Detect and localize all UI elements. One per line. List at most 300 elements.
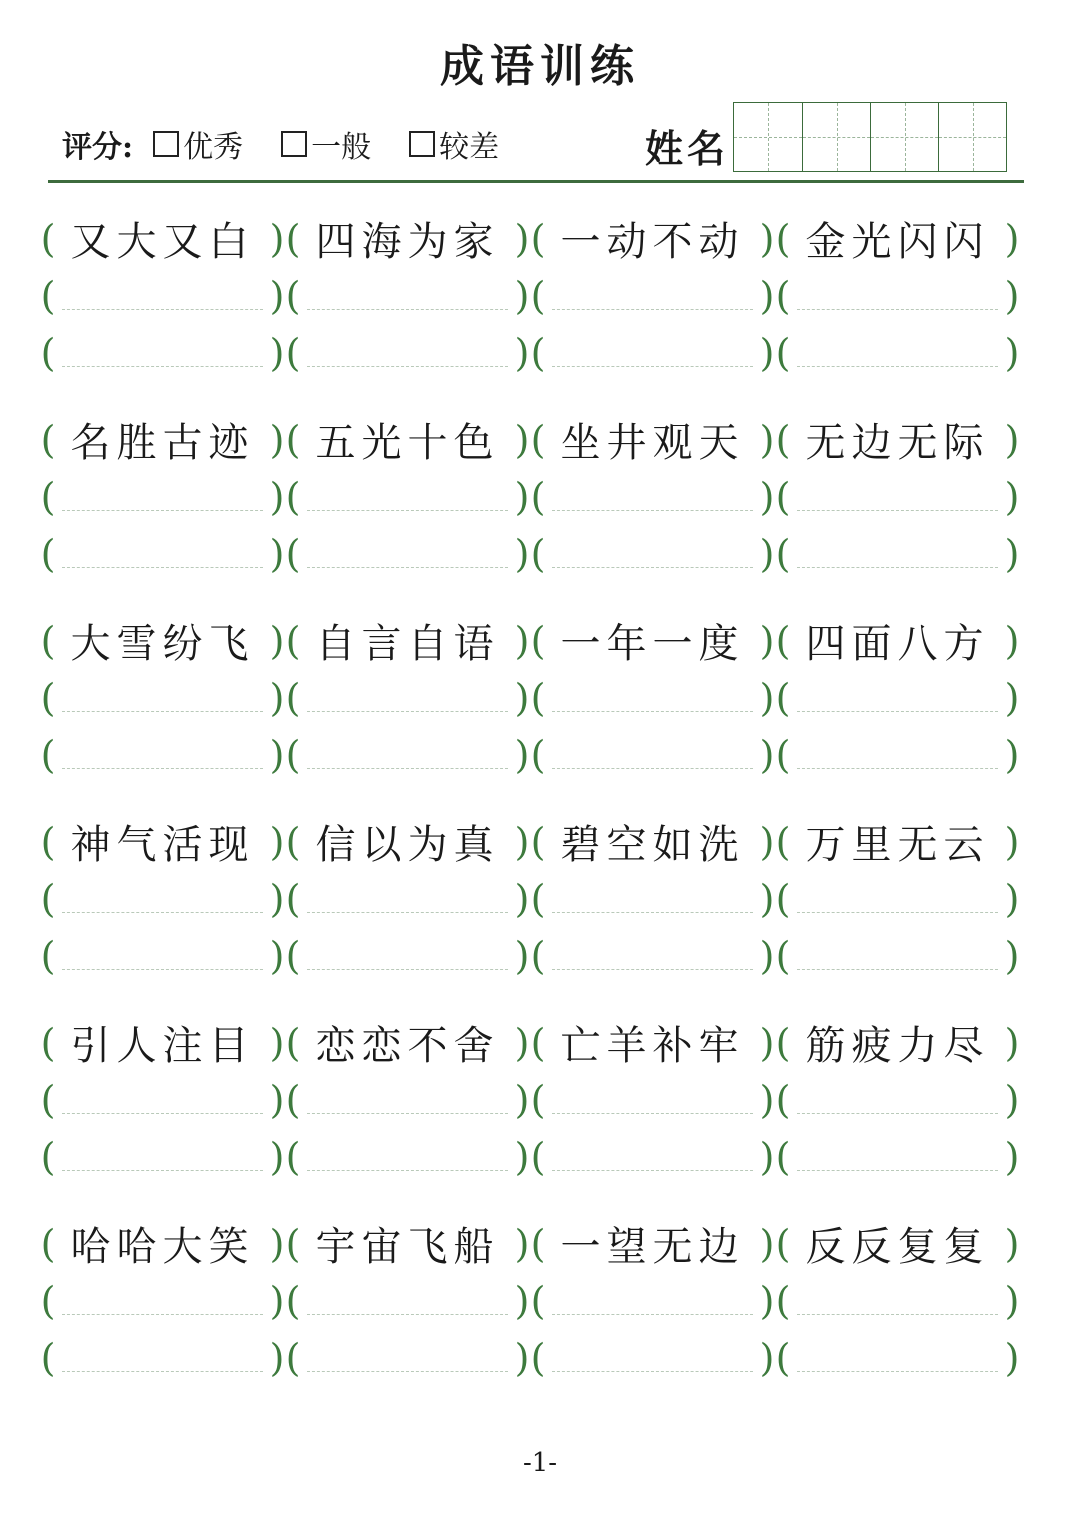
- idiom-group: [40, 210, 1020, 411]
- open-paren: (: [775, 1221, 791, 1266]
- practice-cell[interactable]: [775, 870, 1020, 927]
- idiom-group: [40, 1215, 1020, 1416]
- practice-cell[interactable]: [285, 1272, 530, 1329]
- name-cell[interactable]: [870, 103, 938, 171]
- close-paren: ): [514, 618, 530, 663]
- idiom-group: [40, 1014, 1020, 1215]
- idiom-group: [40, 411, 1020, 612]
- practice-line: [40, 927, 1020, 984]
- writing-blank[interactable]: [307, 884, 508, 913]
- idiom-cell: [40, 1014, 285, 1071]
- idiom-cell: [40, 210, 285, 267]
- open-paren: (: [530, 1335, 546, 1380]
- idiom-text: 坐井观天: [560, 420, 745, 466]
- rating-option-label: 优秀: [183, 130, 244, 165]
- close-paren: ): [759, 273, 775, 318]
- open-paren: (: [285, 1134, 301, 1179]
- writing-blank[interactable]: [62, 1085, 263, 1114]
- practice-cell[interactable]: [285, 669, 530, 726]
- writing-blank[interactable]: [552, 482, 753, 511]
- close-paren: ): [269, 330, 285, 375]
- practice-cell[interactable]: [285, 1071, 530, 1128]
- close-paren: ): [514, 1278, 530, 1323]
- idiom-text: 亡羊补牢: [560, 1023, 745, 1069]
- close-paren: ): [759, 1335, 775, 1380]
- idiom-cell: [530, 1014, 775, 1071]
- open-paren: (: [285, 1335, 301, 1380]
- practice-cell[interactable]: [530, 726, 775, 783]
- idiom-cell: [530, 813, 775, 870]
- writing-blank[interactable]: [797, 539, 998, 568]
- practice-cell[interactable]: [530, 927, 775, 984]
- open-paren: (: [40, 675, 56, 720]
- close-paren: ): [269, 933, 285, 978]
- open-paren: (: [40, 1134, 56, 1179]
- practice-cell[interactable]: [530, 525, 775, 582]
- close-paren: ): [269, 531, 285, 576]
- open-paren: (: [530, 216, 546, 261]
- open-paren: (: [40, 216, 56, 261]
- close-paren: ): [1004, 819, 1020, 864]
- page-number: -1-: [522, 1448, 558, 1478]
- close-paren: ): [1004, 933, 1020, 978]
- close-paren: ): [759, 1278, 775, 1323]
- practice-cell[interactable]: [40, 324, 285, 381]
- open-paren: (: [530, 1134, 546, 1179]
- close-paren: ): [514, 1020, 530, 1065]
- idiom-text: 信以为真: [315, 822, 500, 868]
- writing-blank[interactable]: [307, 281, 508, 310]
- name-writing-grid[interactable]: [733, 102, 1007, 172]
- writing-blank[interactable]: [552, 884, 753, 913]
- writing-blank[interactable]: [62, 482, 263, 511]
- close-paren: ): [269, 732, 285, 777]
- open-paren: (: [40, 1278, 56, 1323]
- idiom-cell: [775, 813, 1020, 870]
- writing-blank[interactable]: [797, 482, 998, 511]
- open-paren: (: [285, 417, 301, 462]
- open-paren: (: [530, 675, 546, 720]
- close-paren: ): [269, 1335, 285, 1380]
- open-paren: (: [775, 474, 791, 519]
- close-paren: ): [1004, 732, 1020, 777]
- close-paren: ): [1004, 273, 1020, 318]
- close-paren: ): [514, 474, 530, 519]
- practice-cell[interactable]: [775, 525, 1020, 582]
- idiom-text: 一年一度: [560, 621, 745, 667]
- open-paren: (: [775, 417, 791, 462]
- open-paren: (: [285, 819, 301, 864]
- practice-cell[interactable]: [775, 468, 1020, 525]
- close-paren: ): [514, 732, 530, 777]
- practice-cell[interactable]: [775, 726, 1020, 783]
- open-paren: (: [40, 417, 56, 462]
- practice-cell[interactable]: [775, 1128, 1020, 1185]
- practice-cell[interactable]: [530, 267, 775, 324]
- writing-blank[interactable]: [552, 281, 753, 310]
- close-paren: ): [1004, 216, 1020, 261]
- close-paren: ): [514, 531, 530, 576]
- close-paren: ): [759, 1221, 775, 1266]
- writing-blank[interactable]: [62, 1142, 263, 1171]
- practice-cell[interactable]: [285, 267, 530, 324]
- practice-cell[interactable]: [775, 927, 1020, 984]
- open-paren: (: [40, 1020, 56, 1065]
- rating-option-label: 一般: [311, 130, 372, 165]
- open-paren: (: [40, 819, 56, 864]
- open-paren: (: [285, 675, 301, 720]
- close-paren: ): [514, 1134, 530, 1179]
- idiom-text: 神气活现: [70, 822, 255, 868]
- writing-blank[interactable]: [307, 683, 508, 712]
- writing-blank[interactable]: [62, 281, 263, 310]
- name-cell[interactable]: [734, 103, 802, 171]
- close-paren: ): [514, 819, 530, 864]
- practice-line: [40, 1071, 1020, 1128]
- practice-cell[interactable]: [530, 1128, 775, 1185]
- practice-cell[interactable]: [40, 870, 285, 927]
- writing-blank[interactable]: [307, 482, 508, 511]
- writing-blank[interactable]: [552, 539, 753, 568]
- open-paren: (: [775, 216, 791, 261]
- open-paren: (: [530, 417, 546, 462]
- idiom-cell: [285, 210, 530, 267]
- practice-cell[interactable]: [530, 1272, 775, 1329]
- checkbox-poor[interactable]: [409, 131, 435, 157]
- open-paren: (: [775, 1020, 791, 1065]
- idiom-cell: [775, 612, 1020, 669]
- practice-cell[interactable]: [40, 267, 285, 324]
- open-paren: (: [40, 330, 56, 375]
- idiom-text: 又大又白: [70, 219, 255, 265]
- idiom-cell: [285, 1215, 530, 1272]
- rating-option-label: 较差: [439, 130, 500, 165]
- close-paren: ): [1004, 474, 1020, 519]
- page-title: 成语训练: [440, 41, 640, 92]
- practice-cell[interactable]: [285, 927, 530, 984]
- open-paren: (: [530, 819, 546, 864]
- close-paren: ): [1004, 876, 1020, 921]
- practice-cell[interactable]: [285, 1128, 530, 1185]
- close-paren: ): [269, 474, 285, 519]
- open-paren: (: [775, 819, 791, 864]
- close-paren: ): [1004, 531, 1020, 576]
- idiom-text: 筋疲力尽: [805, 1023, 990, 1069]
- writing-blank[interactable]: [552, 1142, 753, 1171]
- open-paren: (: [775, 1278, 791, 1323]
- idiom-text: 碧空如洗: [560, 822, 745, 868]
- practice-cell[interactable]: [40, 669, 285, 726]
- close-paren: ): [269, 1020, 285, 1065]
- idiom-cell: [285, 1014, 530, 1071]
- practice-cell[interactable]: [775, 669, 1020, 726]
- close-paren: ): [759, 675, 775, 720]
- practice-cell[interactable]: [285, 525, 530, 582]
- writing-blank[interactable]: [552, 1343, 753, 1372]
- close-paren: ): [759, 732, 775, 777]
- idiom-cell: [40, 411, 285, 468]
- idiom-line: [40, 411, 1020, 468]
- open-paren: (: [775, 273, 791, 318]
- practice-line: [40, 1272, 1020, 1329]
- close-paren: ): [514, 876, 530, 921]
- writing-blank[interactable]: [797, 338, 998, 367]
- close-paren: ): [1004, 1077, 1020, 1122]
- writing-blank[interactable]: [797, 1286, 998, 1315]
- close-paren: ): [514, 417, 530, 462]
- practice-cell[interactable]: [285, 870, 530, 927]
- open-paren: (: [530, 1020, 546, 1065]
- practice-line: [40, 267, 1020, 324]
- writing-blank[interactable]: [797, 740, 998, 769]
- practice-cell[interactable]: [40, 1272, 285, 1329]
- rating-row: [62, 120, 517, 168]
- close-paren: ): [1004, 417, 1020, 462]
- practice-cell[interactable]: [530, 870, 775, 927]
- practice-cell[interactable]: [40, 468, 285, 525]
- writing-blank[interactable]: [307, 539, 508, 568]
- idiom-text: 名胜古迹: [70, 420, 255, 466]
- close-paren: ): [269, 417, 285, 462]
- open-paren: (: [40, 474, 56, 519]
- practice-line: [40, 525, 1020, 582]
- idiom-cell: [775, 210, 1020, 267]
- open-paren: (: [775, 876, 791, 921]
- idiom-text: 哈哈大笑: [70, 1224, 255, 1270]
- rating-option-average[interactable]: [281, 122, 371, 166]
- writing-blank[interactable]: [797, 281, 998, 310]
- practice-cell[interactable]: [530, 1071, 775, 1128]
- close-paren: ): [1004, 1020, 1020, 1065]
- writing-blank[interactable]: [797, 1085, 998, 1114]
- writing-blank[interactable]: [307, 1343, 508, 1372]
- open-paren: (: [285, 1221, 301, 1266]
- idiom-text: 四海为家: [315, 219, 500, 265]
- idiom-cell: [530, 210, 775, 267]
- idiom-cell: [775, 411, 1020, 468]
- writing-blank[interactable]: [62, 338, 263, 367]
- close-paren: ): [269, 1221, 285, 1266]
- open-paren: (: [775, 618, 791, 663]
- writing-blank[interactable]: [552, 338, 753, 367]
- writing-blank[interactable]: [307, 1085, 508, 1114]
- close-paren: ): [269, 819, 285, 864]
- name-cell[interactable]: [938, 103, 1006, 171]
- close-paren: ): [514, 1077, 530, 1122]
- open-paren: (: [285, 216, 301, 261]
- close-paren: ): [759, 876, 775, 921]
- writing-blank[interactable]: [797, 1343, 998, 1372]
- open-paren: (: [285, 474, 301, 519]
- writing-blank[interactable]: [62, 884, 263, 913]
- open-paren: (: [285, 1077, 301, 1122]
- idiom-text: 万里无云: [805, 822, 990, 868]
- practice-cell[interactable]: [530, 468, 775, 525]
- idiom-cell: [775, 1215, 1020, 1272]
- open-paren: (: [530, 330, 546, 375]
- open-paren: (: [530, 273, 546, 318]
- close-paren: ): [514, 1221, 530, 1266]
- practice-cell[interactable]: [40, 726, 285, 783]
- practice-cell[interactable]: [40, 525, 285, 582]
- idiom-line: [40, 1215, 1020, 1272]
- rating-option-poor[interactable]: [409, 122, 499, 166]
- open-paren: (: [285, 531, 301, 576]
- idiom-line: [40, 210, 1020, 267]
- open-paren: (: [285, 933, 301, 978]
- practice-cell[interactable]: [40, 927, 285, 984]
- writing-blank[interactable]: [552, 683, 753, 712]
- idiom-text: 一望无边: [560, 1224, 745, 1270]
- close-paren: ): [1004, 330, 1020, 375]
- close-paren: ): [514, 675, 530, 720]
- open-paren: (: [285, 330, 301, 375]
- writing-blank[interactable]: [797, 941, 998, 970]
- idiom-text: 一动不动: [560, 219, 745, 265]
- idiom-text: 无边无际: [805, 420, 990, 466]
- close-paren: ): [759, 1134, 775, 1179]
- close-paren: ): [269, 1278, 285, 1323]
- close-paren: ): [514, 330, 530, 375]
- writing-blank[interactable]: [307, 1142, 508, 1171]
- practice-cell[interactable]: [285, 1329, 530, 1386]
- close-paren: ): [759, 330, 775, 375]
- open-paren: (: [530, 1278, 546, 1323]
- open-paren: (: [530, 876, 546, 921]
- open-paren: (: [530, 1077, 546, 1122]
- practice-cell[interactable]: [530, 669, 775, 726]
- open-paren: (: [530, 531, 546, 576]
- writing-blank[interactable]: [307, 338, 508, 367]
- close-paren: ): [269, 216, 285, 261]
- writing-blank[interactable]: [307, 1286, 508, 1315]
- close-paren: ): [759, 1020, 775, 1065]
- writing-blank[interactable]: [62, 1286, 263, 1315]
- writing-blank[interactable]: [797, 683, 998, 712]
- practice-cell[interactable]: [285, 726, 530, 783]
- idiom-cell: [530, 1215, 775, 1272]
- close-paren: ): [269, 1134, 285, 1179]
- idiom-text: 宇宙飞船: [315, 1224, 500, 1270]
- close-paren: ): [759, 618, 775, 663]
- practice-cell[interactable]: [775, 1071, 1020, 1128]
- practice-line: [40, 468, 1020, 525]
- idiom-line: [40, 813, 1020, 870]
- practice-line: [40, 669, 1020, 726]
- open-paren: (: [775, 1335, 791, 1380]
- writing-blank[interactable]: [62, 740, 263, 769]
- idiom-text: 引人注目: [70, 1023, 255, 1069]
- writing-blank[interactable]: [552, 740, 753, 769]
- practice-cell[interactable]: [530, 1329, 775, 1386]
- practice-cell[interactable]: [285, 468, 530, 525]
- close-paren: ): [1004, 675, 1020, 720]
- open-paren: (: [285, 876, 301, 921]
- idiom-cell: [285, 813, 530, 870]
- open-paren: (: [40, 1077, 56, 1122]
- rating-option-excellent[interactable]: [153, 122, 243, 166]
- writing-blank[interactable]: [307, 740, 508, 769]
- open-paren: (: [40, 1221, 56, 1266]
- idiom-text: 自言自语: [315, 621, 500, 667]
- practice-cell[interactable]: [40, 1128, 285, 1185]
- idiom-cell: [775, 1014, 1020, 1071]
- idiom-cell: [530, 411, 775, 468]
- idiom-text: 大雪纷飞: [70, 621, 255, 667]
- open-paren: (: [775, 1077, 791, 1122]
- close-paren: ): [514, 1335, 530, 1380]
- writing-blank[interactable]: [307, 941, 508, 970]
- open-paren: (: [530, 732, 546, 777]
- practice-line: [40, 726, 1020, 783]
- writing-blank[interactable]: [62, 941, 263, 970]
- idiom-group: [40, 612, 1020, 813]
- writing-blank[interactable]: [797, 1142, 998, 1171]
- idiom-cell: [285, 612, 530, 669]
- close-paren: ): [1004, 1335, 1020, 1380]
- writing-blank[interactable]: [552, 1085, 753, 1114]
- practice-cell[interactable]: [285, 324, 530, 381]
- practice-cell[interactable]: [775, 1329, 1020, 1386]
- open-paren: (: [530, 933, 546, 978]
- close-paren: ): [1004, 1278, 1020, 1323]
- idiom-line: [40, 612, 1020, 669]
- open-paren: (: [285, 1020, 301, 1065]
- practice-line: [40, 870, 1020, 927]
- practice-cell[interactable]: [775, 267, 1020, 324]
- close-paren: ): [269, 273, 285, 318]
- open-paren: (: [530, 1221, 546, 1266]
- idiom-practice-grid: [40, 210, 1020, 1416]
- name-label: 姓名: [645, 126, 730, 171]
- open-paren: (: [285, 1278, 301, 1323]
- open-paren: (: [40, 618, 56, 663]
- practice-cell[interactable]: [775, 324, 1020, 381]
- open-paren: (: [775, 1134, 791, 1179]
- writing-blank[interactable]: [797, 884, 998, 913]
- open-paren: (: [285, 273, 301, 318]
- practice-cell[interactable]: [775, 1272, 1020, 1329]
- open-paren: (: [775, 933, 791, 978]
- open-paren: (: [775, 675, 791, 720]
- checkbox-average[interactable]: [281, 131, 307, 157]
- practice-cell[interactable]: [40, 1329, 285, 1386]
- open-paren: (: [530, 618, 546, 663]
- close-paren: ): [269, 675, 285, 720]
- writing-blank[interactable]: [62, 683, 263, 712]
- close-paren: ): [759, 933, 775, 978]
- writing-blank[interactable]: [62, 539, 263, 568]
- idiom-cell: [40, 1215, 285, 1272]
- close-paren: ): [269, 1077, 285, 1122]
- name-cell[interactable]: [802, 103, 870, 171]
- practice-line: [40, 324, 1020, 381]
- close-paren: ): [514, 273, 530, 318]
- open-paren: (: [40, 876, 56, 921]
- open-paren: (: [530, 474, 546, 519]
- idiom-cell: [40, 612, 285, 669]
- writing-blank[interactable]: [62, 1343, 263, 1372]
- close-paren: ): [759, 1077, 775, 1122]
- checkbox-excellent[interactable]: [153, 131, 179, 157]
- writing-blank[interactable]: [552, 941, 753, 970]
- writing-blank[interactable]: [552, 1286, 753, 1315]
- close-paren: ): [514, 933, 530, 978]
- practice-cell[interactable]: [530, 324, 775, 381]
- practice-cell[interactable]: [40, 1071, 285, 1128]
- open-paren: (: [40, 933, 56, 978]
- open-paren: (: [775, 330, 791, 375]
